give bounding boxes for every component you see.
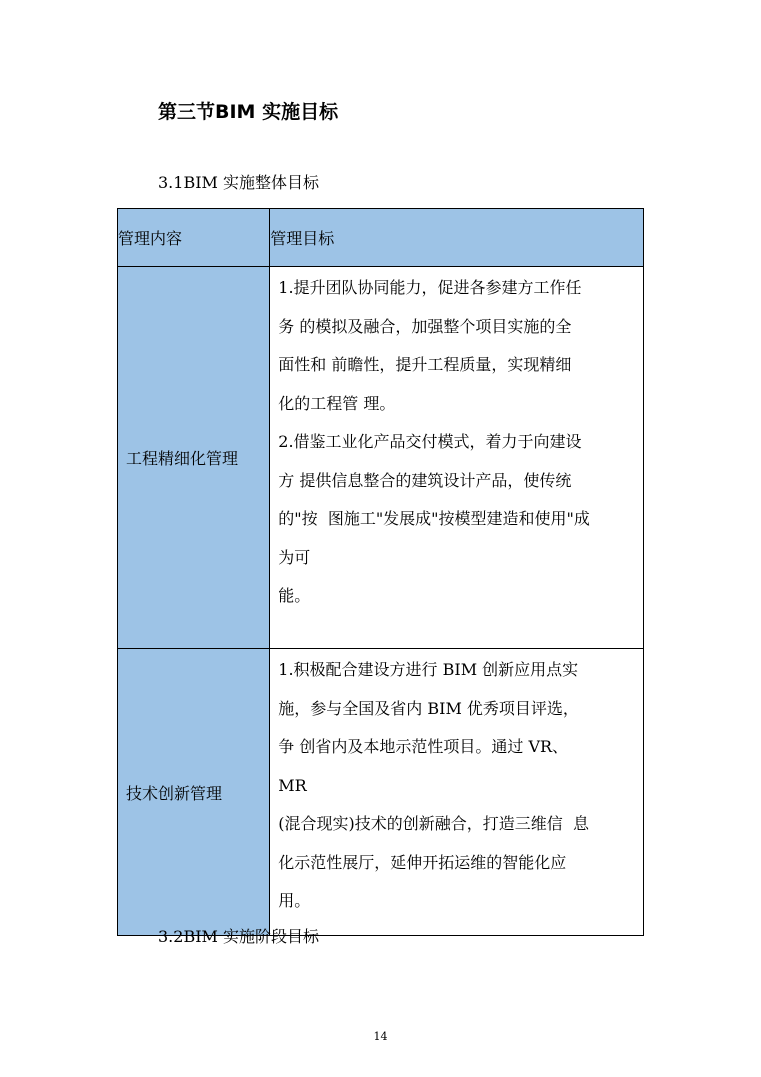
goals-table (117, 208, 644, 936)
content-line: 能。 (278, 586, 311, 605)
content-line: 1.提升团队协同能力，促进各参建方工作任 (278, 278, 582, 297)
content-line: 用。 (278, 891, 311, 910)
content-line: 2.借鉴工业化产品交付模式，着力于向建设 (278, 432, 582, 451)
content-line: 化的工程管 理。 (278, 393, 396, 413)
row-label: 工程精细化管理 (118, 267, 270, 649)
header-management-content: 管理内容 (118, 209, 270, 267)
content-line: 争 创省内及本地示范性项目。通过 VR、 (278, 737, 569, 756)
subheading-overall-goals: 3.1BIM 实施整体目标 (158, 173, 319, 192)
content-line: 施，参与全国及省内 BIM 优秀项目评选， (278, 698, 579, 718)
row-content (270, 267, 644, 649)
content-line: 为可 (278, 547, 311, 567)
table-row (118, 267, 644, 649)
table-header-row (118, 209, 644, 267)
content-line: MR (278, 775, 307, 795)
table-row (118, 649, 644, 936)
row-content (270, 649, 644, 936)
content-line: 务 的模拟及融合，加强整个项目实施的全 (278, 316, 572, 336)
section-title: 第三节BIM 实施目标 (158, 101, 339, 123)
content-line: 1.积极配合建设方进行 BIM 创新应用点实 (278, 660, 579, 679)
content-line: 化示范性展厅，延伸开拓运维的智能化应 (278, 852, 567, 872)
subheading-stage-goals: 3.2BIM 实施阶段目标 (158, 927, 319, 946)
row-label: 技术创新管理 (118, 649, 270, 936)
page-number: 14 (373, 1030, 388, 1043)
content-line: 的"按 图施工"发展成"按模型建造和使用"成 (278, 509, 590, 528)
content-line: (混合现实)技术的创新融合，打造三维信 息 (278, 814, 589, 833)
content-line: 面性和 前瞻性，提升工程质量，实现精细 (278, 355, 572, 374)
header-management-goal: 管理目标 (270, 209, 644, 267)
content-line: 方 提供信息整合的建筑设计产品，使传统 (278, 470, 572, 490)
